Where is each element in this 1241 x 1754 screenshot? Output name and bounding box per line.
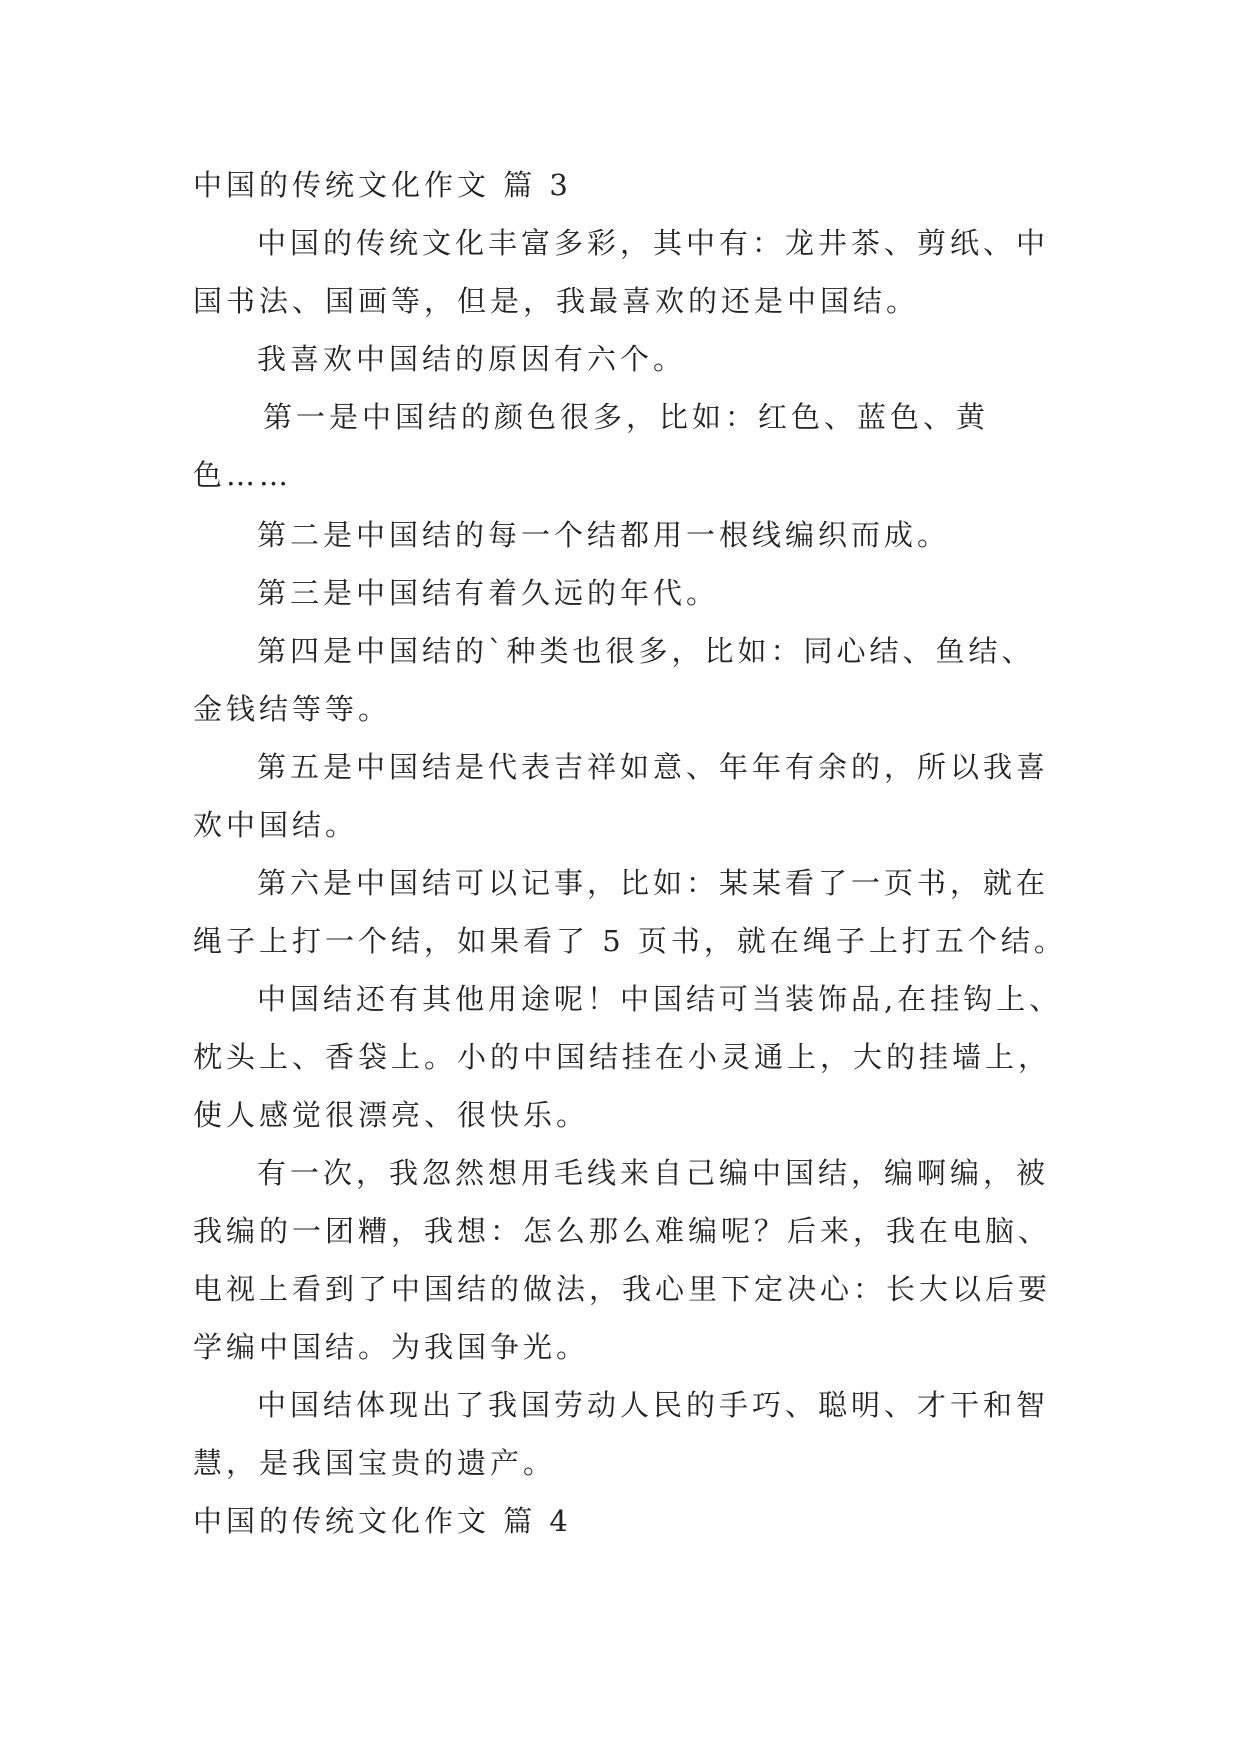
paragraph-5-line-1: 第三是中国结有着久远的年代。 <box>257 576 720 610</box>
paragraph-11-line-2: 慧，是我国宝贵的遗产。 <box>193 1446 557 1480</box>
paragraph-10-line-1: 有一次，我忽然想用毛线来自己编中国结，编啊编，被 <box>257 1156 1050 1190</box>
paragraph-11-line-1: 中国结体现出了我国劳动人民的手巧、聪明、才干和智 <box>257 1388 1050 1422</box>
paragraph-8-line-2: 绳子上打一个结，如果看了 5 页书，就在绳子上打五个结。 <box>193 924 1067 958</box>
paragraph-8-line-1: 第六是中国结可以记事，比如：某某看了一页书，就在 <box>257 866 1050 900</box>
paragraph-7-line-1: 第五是中国结是代表吉祥如意、年年有余的，所以我喜 <box>257 750 1050 784</box>
paragraph-10-line-2: 我编的一团糟，我想：怎么那么难编呢？后来，我在电脑、 <box>193 1214 1052 1248</box>
paragraph-6-line-2: 金钱结等等。 <box>193 692 392 726</box>
paragraph-9-line-1: 中国结还有其他用途呢！中国结可当装饰品,在挂钩上、 <box>257 982 1063 1016</box>
paragraph-1-line-2: 国书法、国画等，但是，我最喜欢的还是中国结。 <box>193 284 920 318</box>
paragraph-9-line-3: 使人感觉很漂亮、很快乐。 <box>193 1098 590 1132</box>
section-heading-4: 中国的传统文化作文 篇 4 <box>193 1504 572 1538</box>
paragraph-1-line-1: 中国的传统文化丰富多彩，其中有：龙井茶、剪纸、中 <box>257 226 1050 260</box>
paragraph-2-line-1: 我喜欢中国结的原因有六个。 <box>257 342 687 376</box>
paragraph-10-line-4: 学编中国结。为我国争光。 <box>193 1330 590 1364</box>
paragraph-3-line-1: 第一是中国结的颜色很多，比如：红色、蓝色、黄 <box>263 400 990 434</box>
paragraph-3-line-2: 色…… <box>193 458 293 492</box>
paragraph-9-line-2: 枕头上、香袋上。小的中国结挂在小灵通上，大的挂墙上， <box>193 1040 1052 1074</box>
paragraph-4-line-1: 第二是中国结的每一个结都用一根线编织而成。 <box>257 518 951 552</box>
paragraph-6-line-1: 第四是中国结的`种类也很多，比如：同心结、鱼结、 <box>257 634 1035 668</box>
section-heading-3: 中国的传统文化作文 篇 3 <box>193 168 572 202</box>
paragraph-7-line-2: 欢中国结。 <box>193 808 359 842</box>
paragraph-10-line-3: 电视上看到了中国结的做法，我心里下定决心：长大以后要 <box>193 1272 1052 1306</box>
